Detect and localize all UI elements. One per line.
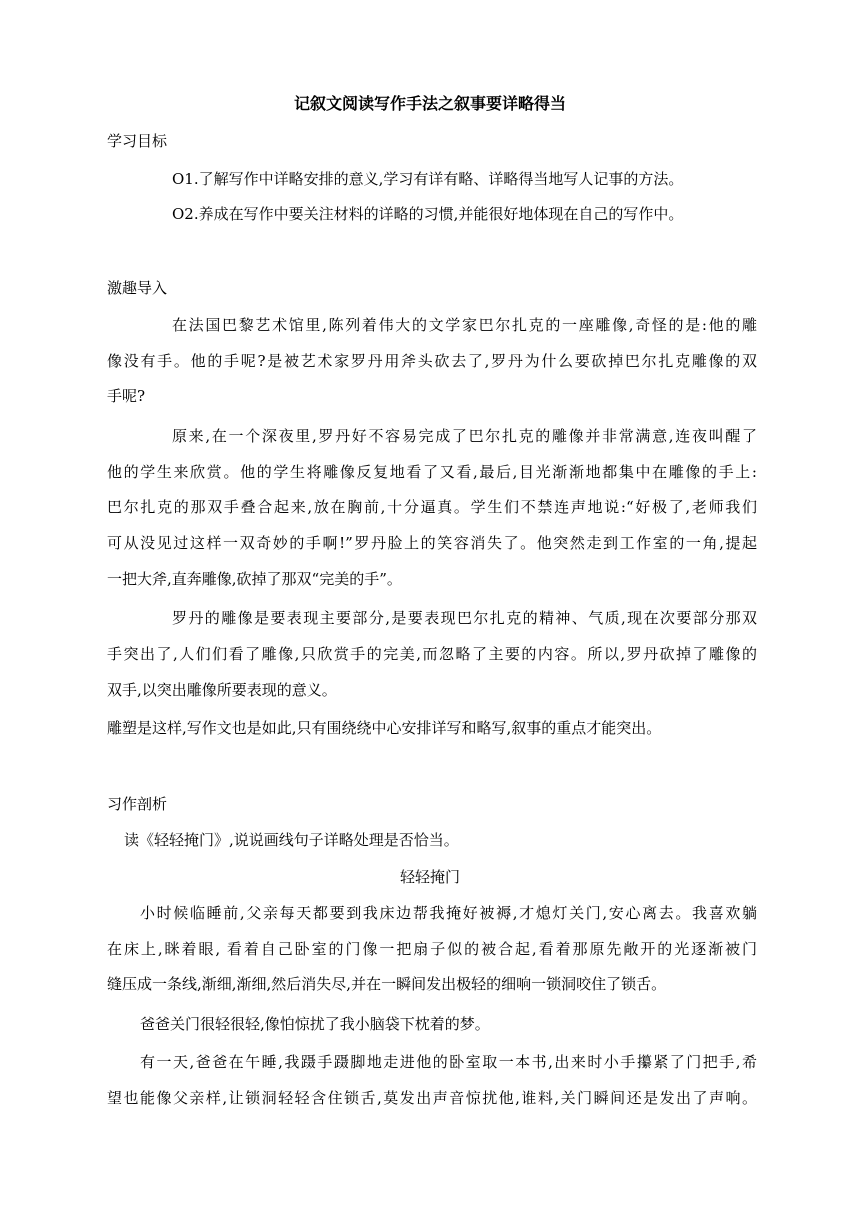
- intro-line: 一把大斧,直奔雕像,砍掉了那双“完美的手”。: [107, 570, 402, 588]
- intro-line: 可从没见过这样一双奇妙的手啊!”罗丹脸上的笑容消失了。他突然走到工作室的一角,提起: [107, 534, 757, 552]
- intro-line: 原来,在一个深夜里,罗丹好不容易完成了巴尔扎克的雕像并非常满意,连夜叫醒了: [172, 427, 757, 445]
- essay-line: 在床上,眯着眼, 看着自己卧室的门像一把扇子似的被合起,看着那原先敞开的光逐渐被门: [107, 940, 757, 958]
- intro-line: 巴尔扎克的那双手叠合起来,放在胸前,十分逼真。学生们不禁连声地说:“好极了,老师我们: [107, 498, 757, 516]
- essay-line: 小时候临睡前,父亲每天都要到我床边帮我掩好被褥,才熄灯关门,安心离去。我喜欢躺: [140, 904, 757, 922]
- section-heading-analysis: 习作剖析: [107, 795, 168, 813]
- essay-title: 轻轻掩门: [399, 868, 460, 886]
- goal-item-1: O1.了解写作中详略安排的意义,学习有详有略、详略得当地写人记事的方法。: [172, 170, 684, 188]
- intro-line: 雕塑是这样,写作文也是如此,只有围绕绕中心安排详写和略写,叙事的重点才能突出。: [107, 719, 662, 737]
- essay-line: 望也能像父亲样,让锁洞轻轻含住锁舌,莫发出声音惊扰他,谁料,关门瞬间还是发出了声响。: [107, 1089, 757, 1107]
- intro-line: 手呢?: [107, 387, 146, 405]
- intro-line: 罗丹的雕像是要表现主要部分,是要表现巴尔扎克的精神、气质,现在次要部分那双: [172, 609, 757, 627]
- section-heading-goals: 学习目标: [107, 132, 168, 150]
- essay-line: 有一天,爸爸在午睡,我蹑手蹑脚地走进他的卧室取一本书,出来时小手攥紧了门把手,希: [140, 1053, 757, 1071]
- analysis-prompt: 读《轻轻掩门》,说说画线句子详略处理是否恰当。: [124, 831, 459, 849]
- essay-line: 缝压成一条线,渐细,渐细,然后消失尽,并在一瞬间发出极轻的细响一锁洞咬住了锁舌。: [107, 975, 667, 993]
- intro-line: 双手,以突出雕像所要表现的意义。: [107, 681, 337, 699]
- intro-line: 像没有手。他的手呢?是被艺术家罗丹用斧头砍去了,罗丹为什么要砍掉巴尔扎克雕像的双: [107, 352, 757, 370]
- intro-line: 手突出了,人们们看了雕像,只欣赏手的完美,而忽略了主要的内容。所以,罗丹砍掉了雕像的: [107, 645, 757, 663]
- goal-item-2: O2.养成在写作中要关注材料的详略的习惯,并能很好地体现在自己的写作中。: [172, 205, 684, 223]
- section-heading-intro: 激趣导入: [107, 279, 168, 297]
- intro-line: 他的学生来欣赏。他的学生将雕像反复地看了又看,最后,目光渐渐地都集中在雕像的手上:: [107, 463, 757, 481]
- essay-line: 爸爸关门很轻很轻,像怕惊扰了我小脑袋下枕着的梦。: [140, 1015, 490, 1033]
- document-title: 记叙文阅读写作手法之叙事要详略得当: [293, 94, 566, 113]
- intro-line: 在法国巴黎艺术馆里,陈列着伟大的文学家巴尔扎克的一座雕像,奇怪的是:他的雕: [172, 316, 757, 334]
